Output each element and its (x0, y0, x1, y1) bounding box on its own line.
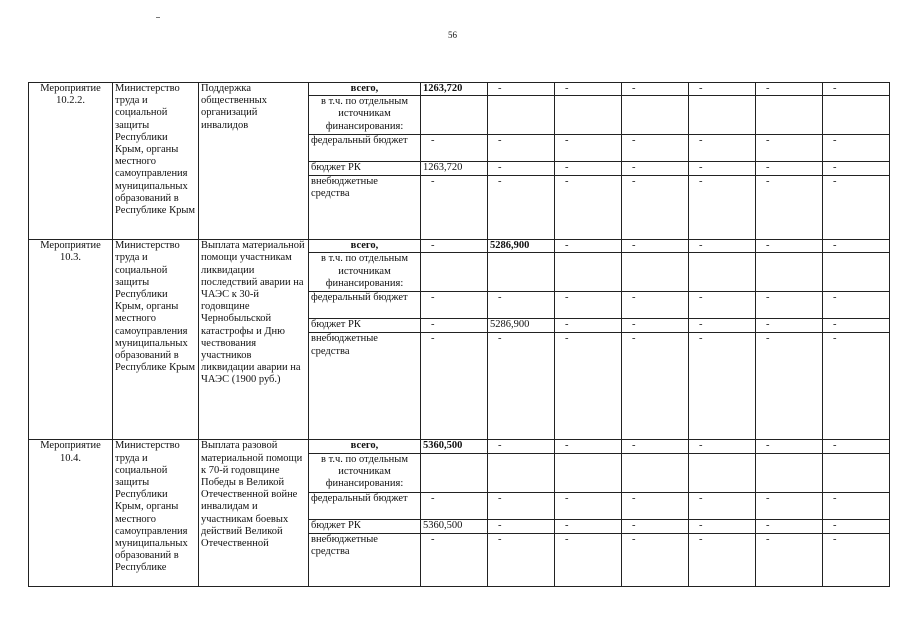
amount-cell: - (689, 533, 756, 586)
amount-cell: - (689, 162, 756, 176)
amount-cell: - (756, 533, 823, 586)
amount-cell: - (622, 135, 689, 162)
amount-cell: - (689, 240, 756, 253)
amount-cell: 5286,900 (488, 319, 555, 333)
amount-cell: - (823, 176, 890, 240)
amount-cell: - (622, 333, 689, 440)
amount-cell: 5360,500 (421, 519, 488, 533)
event-cell: Мероприятие 10.3. (29, 240, 113, 440)
funding-source-cell: внебюджетные средства (309, 333, 421, 440)
description-cell: Выплата материальной помощи участникам ликвидации последствий аварии на ЧАЭС к 30-й годовщине Чернобыльской катастрофы и Дню чествования участников ликвидации аварии на ЧАЭС (1900 руб.) (199, 240, 309, 440)
amount-cell: - (421, 240, 488, 253)
amount-cell: - (823, 319, 890, 333)
amount-cell: - (555, 492, 622, 519)
amount-cell: - (622, 492, 689, 519)
amount-cell (756, 96, 823, 135)
amount-cell: 5360,500 (421, 440, 488, 453)
amount-cell: - (622, 319, 689, 333)
amount-cell: - (488, 519, 555, 533)
amount-cell: - (689, 519, 756, 533)
amount-cell: - (689, 135, 756, 162)
amount-cell: - (756, 440, 823, 453)
funding-source-cell: федеральный бюджет (309, 135, 421, 162)
description-cell: Выплата разовой материальной помощи к 70-й годовщине Победы в Великой Отечественной войне инвалидам и участникам боевых действий Великой Отечественной (199, 440, 309, 586)
amount-cell (555, 253, 622, 292)
funding-source-cell: всего, (309, 83, 421, 96)
amount-cell: - (488, 492, 555, 519)
amount-cell: - (689, 333, 756, 440)
description-cell: Поддержка общественных организаций инвалидов (199, 83, 309, 240)
funding-source-cell: в т.ч. по отдельным источникам финансирования: (309, 96, 421, 135)
amount-cell (689, 253, 756, 292)
amount-cell: - (689, 492, 756, 519)
amount-cell: - (555, 135, 622, 162)
amount-cell: - (488, 135, 555, 162)
page-number: 56 (448, 30, 457, 40)
amount-cell: - (756, 333, 823, 440)
amount-cell (488, 253, 555, 292)
amount-cell: - (756, 83, 823, 96)
amount-cell (555, 453, 622, 492)
amount-cell: - (421, 176, 488, 240)
amount-cell: - (421, 333, 488, 440)
amount-cell: - (823, 440, 890, 453)
amount-cell (421, 96, 488, 135)
amount-cell: 1263,720 (421, 162, 488, 176)
amount-cell (421, 253, 488, 292)
amount-cell: - (488, 162, 555, 176)
amount-cell: - (622, 440, 689, 453)
amount-cell: - (823, 135, 890, 162)
funding-source-cell: внебюджетные средства (309, 176, 421, 240)
table-row (29, 240, 890, 253)
amount-cell: - (622, 83, 689, 96)
amount-cell (555, 96, 622, 135)
amount-cell: - (823, 492, 890, 519)
executor-cell: Министерство труда и социальной защиты Республики Крым, органы местного самоуправления муниципальных образований в Республике Крым (113, 240, 199, 440)
amount-cell: - (622, 176, 689, 240)
amount-cell: - (555, 176, 622, 240)
amount-cell: - (488, 333, 555, 440)
amount-cell: - (555, 292, 622, 319)
amount-cell (622, 253, 689, 292)
amount-cell: - (823, 162, 890, 176)
amount-cell: - (756, 162, 823, 176)
funding-source-cell: в т.ч. по отдельным источникам финансирования: (309, 453, 421, 492)
amount-cell: - (756, 135, 823, 162)
event-cell: Мероприятие 10.2.2. (29, 83, 113, 240)
amount-cell: - (823, 519, 890, 533)
amount-cell: - (689, 319, 756, 333)
amount-cell: - (555, 83, 622, 96)
amount-cell: - (488, 176, 555, 240)
amount-cell: - (555, 240, 622, 253)
amount-cell (823, 253, 890, 292)
amount-cell (756, 453, 823, 492)
amount-cell (622, 96, 689, 135)
amount-cell: - (756, 492, 823, 519)
amount-cell (823, 96, 890, 135)
amount-cell: - (756, 292, 823, 319)
table-row (29, 440, 890, 453)
funding-source-cell: всего, (309, 440, 421, 453)
amount-cell: - (488, 292, 555, 319)
funding-source-cell: федеральный бюджет (309, 292, 421, 319)
amount-cell: - (689, 440, 756, 453)
executor-cell: Министерство труда и социальной защиты Республики Крым, органы местного самоуправления муниципальных образований в Республике Крым (113, 83, 199, 240)
amount-cell: - (756, 519, 823, 533)
amount-cell (689, 453, 756, 492)
amount-cell: - (555, 533, 622, 586)
amount-cell: - (756, 176, 823, 240)
funding-source-cell: федеральный бюджет (309, 492, 421, 519)
amount-cell: - (488, 533, 555, 586)
amount-cell: - (622, 292, 689, 319)
amount-cell: - (555, 519, 622, 533)
scan-mark (156, 17, 160, 18)
amount-cell: - (555, 440, 622, 453)
funding-source-cell: всего, (309, 240, 421, 253)
amount-cell: - (421, 319, 488, 333)
funding-source-cell: бюджет РК (309, 519, 421, 533)
funding-source-cell: в т.ч. по отдельным источникам финансирования: (309, 253, 421, 292)
amount-cell: - (823, 240, 890, 253)
amount-cell: - (421, 533, 488, 586)
amount-cell: 5286,900 (488, 240, 555, 253)
amount-cell: - (421, 492, 488, 519)
amount-cell: - (555, 333, 622, 440)
amount-cell (488, 96, 555, 135)
amount-cell: - (622, 240, 689, 253)
amount-cell (689, 96, 756, 135)
amount-cell: - (622, 519, 689, 533)
amount-cell: - (756, 240, 823, 253)
event-cell: Мероприятие 10.4. (29, 440, 113, 586)
funding-source-cell: внебюджетные средства (309, 533, 421, 586)
amount-cell (488, 453, 555, 492)
executor-cell: Министерство труда и социальной защиты Республики Крым, органы местного самоуправления муниципальных образований в Республике (113, 440, 199, 586)
program-table (28, 82, 890, 587)
amount-cell: - (622, 533, 689, 586)
amount-cell: - (823, 292, 890, 319)
amount-cell (823, 453, 890, 492)
amount-cell: - (421, 135, 488, 162)
amount-cell: - (823, 83, 890, 96)
amount-cell (622, 453, 689, 492)
amount-cell (421, 453, 488, 492)
amount-cell: - (823, 533, 890, 586)
amount-cell (756, 253, 823, 292)
amount-cell: - (555, 319, 622, 333)
amount-cell: - (555, 162, 622, 176)
amount-cell: - (421, 292, 488, 319)
funding-source-cell: бюджет РК (309, 162, 421, 176)
amount-cell: - (488, 83, 555, 96)
amount-cell: - (756, 319, 823, 333)
amount-cell: - (622, 162, 689, 176)
amount-cell: - (488, 440, 555, 453)
amount-cell: - (689, 83, 756, 96)
table-row (29, 83, 890, 96)
amount-cell: - (689, 176, 756, 240)
amount-cell: - (689, 292, 756, 319)
amount-cell: 1263,720 (421, 83, 488, 96)
funding-source-cell: бюджет РК (309, 319, 421, 333)
amount-cell: - (823, 333, 890, 440)
